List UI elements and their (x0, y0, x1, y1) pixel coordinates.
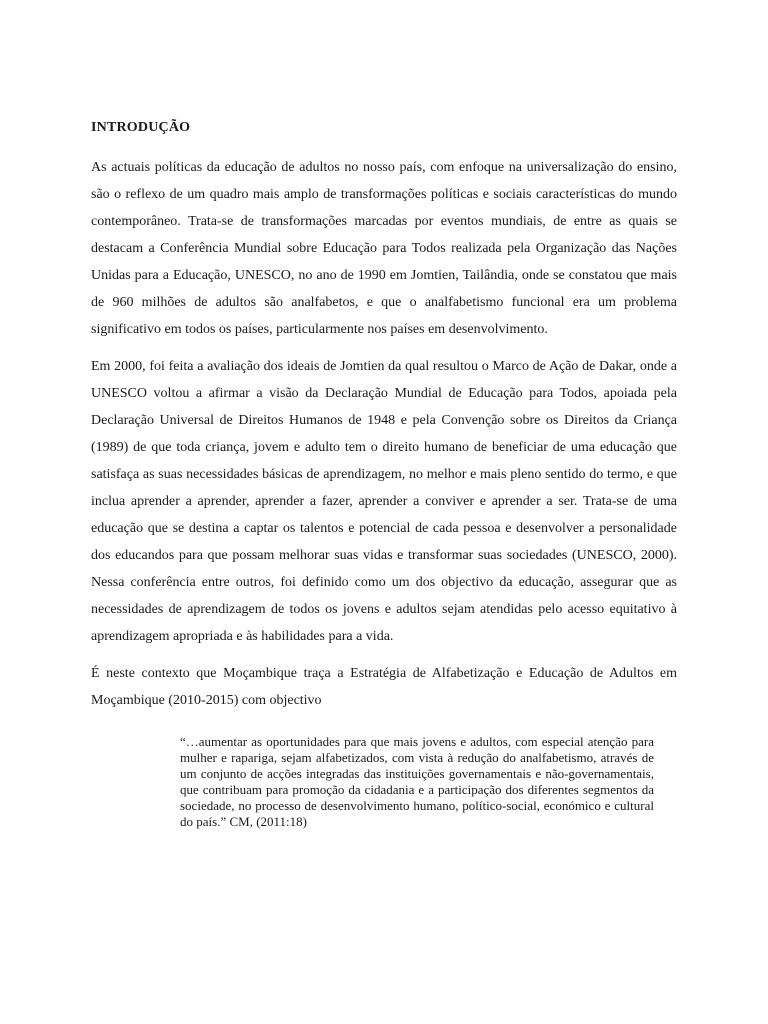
block-quote: “…aumentar as oportunidades para que mais jovens e adultos, com especial atenção para mulher e rapariga, sejam alfabetizados, com vista à redução do analfabetismo, através de um conjunto de acções integradas das instituições governamentais e não-governamentais, que contribuam para promoção da cidadania e a participação dos diferentes segmentos da sociedade, no processo de desenvolvimento humano, político-social, económico e cultural do país.” CM, (2011:18) (180, 733, 654, 829)
section-heading: INTRODUÇÃO (91, 120, 191, 135)
paragraph-1: As actuais políticas da educação de adultos no nosso país, com enfoque na universalização do ensino, são o reflexo de um quadro mais amplo de transformações políticas e sociais características do mundo contemporâneo. Trata-se de transformações marcadas por eventos mundiais, de entre as quais se destacam a Conferência Mundial sobre Educação para Todos realizada pela Organização das Nações Unidas para a Educação, UNESCO, no ano de 1990 em Jomtien, Tailândia, onde se constatou que mais de 960 milhões de adultos são analfabetos, e que o analfabetismo funcional era um problema significativo em todos os países, particularmente nos países em desenvolvimento. (91, 159, 677, 337)
paragraph-2: Em 2000, foi feita a avaliação dos ideais de Jomtien da qual resultou o Marco de Ação de Dakar, onde a UNESCO voltou a afirmar a visão da Declaração Mundial de Educação para Todos, apoiada pela Declaração Universal de Direitos Humanos de 1948 e pela Convenção sobre os Direitos da Criança (1989) de que toda criança, jovem e adulto tem o direito humano de beneficiar de uma educação que satisfaça as suas necessidades básicas de aprendizagem, no melhor e mais pleno sentido do termo, e que inclua aprender a aprender, aprender a fazer, aprender a conviver e aprender a ser. Trata-se de uma educação que se destina a captar os talentos e potencial de cada pessoa e desenvolver a personalidade dos educandos para que possam melhorar suas vidas e transformar suas sociedades (UNESCO, 2000). Nessa conferência entre outros, foi definido como um dos objectivo da educação, assegurar que as necessidades de aprendizagem de todos os jovens e adultos sejam atendidas pelo acesso equitativo à aprendizagem apropriada e às habilidades para a vida. (91, 358, 677, 644)
paragraph-3: É neste contexto que Moçambique traça a Estratégia de Alfabetização e Educação de Adultos em Moçambique (2010-2015) com objectivo (91, 665, 677, 708)
document-page (91, 118, 677, 830)
